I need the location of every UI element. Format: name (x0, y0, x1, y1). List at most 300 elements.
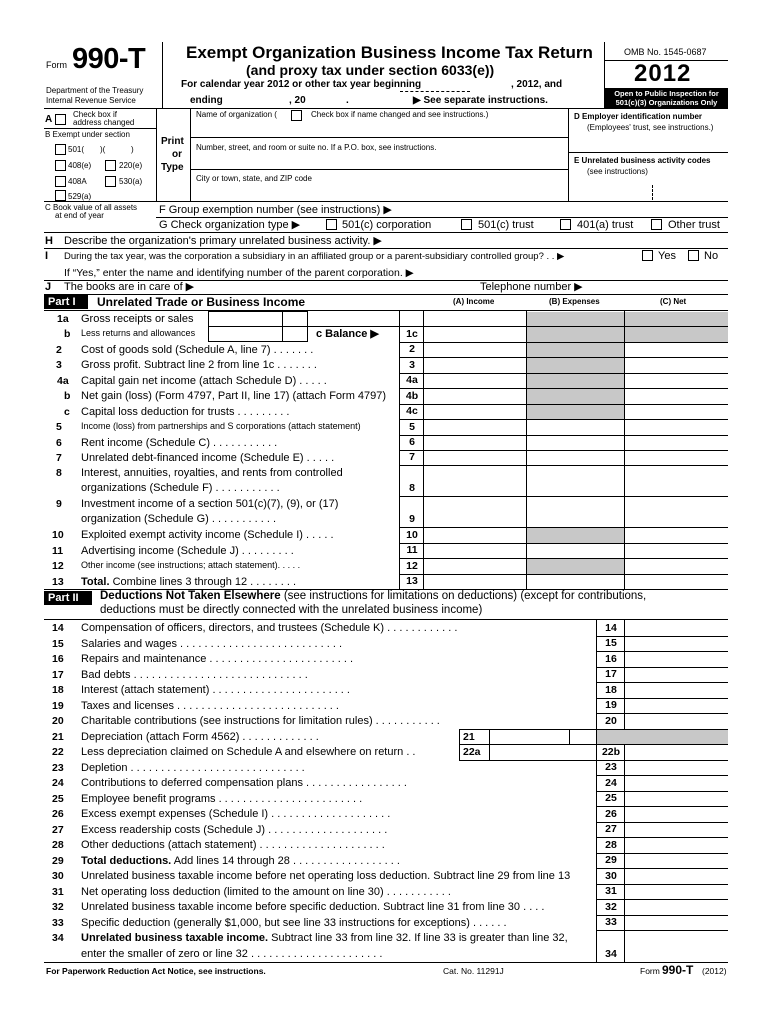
part2-amount[interactable] (625, 792, 727, 805)
col-income-header: (A) Income (453, 297, 495, 306)
j-letter: J (45, 281, 52, 293)
line-text: Rent income (Schedule C) . . . . . . . . . . . (81, 437, 278, 449)
line-description (81, 747, 416, 758)
line-box-label: 8 (409, 482, 415, 494)
part1-amount-c[interactable] (625, 389, 727, 403)
part2-amount[interactable] (625, 854, 727, 867)
line-text: Other deductions (attach statement) . . . . . . . . . . . . . . . . . . . . . (81, 839, 385, 851)
part1-amount-c[interactable] (625, 575, 727, 588)
part1-amount-c[interactable] (625, 420, 727, 434)
line-text: Combine lines 3 through 12 . . . . . . . . (109, 576, 296, 588)
line-number: 4a (57, 375, 69, 387)
line-box-label: 29 (605, 854, 617, 866)
type-label: Type (161, 162, 184, 173)
part1-amount-c[interactable] (625, 343, 727, 356)
subsidiary-no-checkbox[interactable] (688, 250, 699, 261)
subsidiary-yes-checkbox[interactable] (642, 250, 653, 261)
part2-amount[interactable] (625, 668, 727, 681)
401a-trust-checkbox[interactable] (560, 219, 571, 230)
part2-amount[interactable] (625, 916, 727, 929)
408e-checkbox[interactable] (55, 160, 66, 171)
part2-title-line2: deductions must be directly connected with the unrelated business income) (100, 604, 483, 616)
line-description (81, 360, 317, 371)
line-box-label: 18 (605, 684, 617, 696)
part1-amount-a[interactable] (424, 343, 525, 356)
part2-amount[interactable] (625, 761, 727, 774)
part1-amount-a[interactable] (424, 327, 525, 341)
part2-tag: Part II (48, 592, 79, 604)
part2-tag-bg (44, 591, 92, 605)
or-label: or (172, 149, 182, 160)
part2-amount[interactable] (625, 699, 727, 712)
line-number: 11 (52, 545, 64, 557)
line-number: 24 (52, 777, 64, 789)
c-book-value-label: C Book value of all assets (45, 203, 138, 212)
line-number: 33 (52, 917, 64, 929)
line-number: 17 (52, 669, 64, 681)
line-bold-text: Total. (81, 576, 110, 588)
line-description (81, 468, 343, 479)
part1-amount-a[interactable] (424, 405, 525, 418)
part1-amount-c[interactable] (625, 436, 727, 449)
i-letter: I (45, 250, 49, 262)
part1-amount-b[interactable] (527, 466, 623, 495)
line-text: Capital loss deduction for trusts . . . . . . . . . (81, 406, 290, 418)
line-box-label: 11 (406, 544, 418, 556)
col-net-header: (C) Net (660, 297, 687, 306)
footer-form-word: Form (640, 966, 660, 976)
ending-label: ending (190, 95, 223, 106)
part2-amount[interactable] (625, 807, 727, 821)
line-number: 3 (56, 359, 62, 371)
line-description (81, 639, 342, 650)
501-close: ) (131, 145, 134, 154)
balance-label: c Balance ▶ (316, 328, 379, 340)
books-care-label: The books are in care of ▶ (64, 281, 195, 293)
line-text: Unrelated business taxable income before net operating loss deduction. Subtract line 29 from line 13 (81, 870, 571, 882)
part1-amount-c[interactable] (625, 374, 727, 387)
part2-amount[interactable] (625, 823, 727, 836)
part1-amount-c[interactable] (625, 451, 727, 464)
line-box-label: 9 (409, 513, 415, 525)
line-text: Repairs and maintenance . . . . . . . . . . . . . . . . . . . . . . . . (81, 653, 354, 665)
subsidiary-question: During the tax year, was the corporation a subsidiary in an affiliated group or a parent-subsidiary controlled group? . . ▶ (64, 251, 565, 262)
line-text: Depreciation (attach Form 4562) . . . . . . . . . . . . . (81, 731, 319, 743)
part1-amount-c[interactable] (625, 528, 727, 542)
part1-amount-a[interactable] (424, 575, 525, 588)
line-box-label: 26 (605, 808, 617, 820)
line-text: Unrelated business taxable income before specific deduction. Subtract line 31 from line 30 . . . . (81, 901, 545, 913)
line-description (81, 422, 361, 431)
line-number: 23 (52, 762, 64, 774)
line-box-label: 25 (605, 792, 617, 804)
line-text: Unrelated debt-financed income (Schedule E) . . . . . (81, 452, 335, 464)
line-number: 21 (52, 731, 64, 743)
501c-trust-checkbox[interactable] (461, 219, 472, 230)
city-label: City or town, state, and ZIP code (196, 174, 312, 183)
line-box-label: 6 (409, 436, 415, 448)
parent-corp-label: If “Yes,” enter the name and identifying number of the parent corporation. ▶ (64, 267, 414, 279)
part1-amount-c[interactable] (625, 466, 727, 495)
footer-form-year: (2012) (702, 966, 727, 976)
line-box-label: 34 (605, 948, 617, 960)
part2-mid-amount[interactable] (490, 730, 595, 743)
other-trust-checkbox[interactable] (651, 219, 662, 230)
line-description (81, 453, 334, 464)
408e-label: 408(e) (68, 161, 92, 170)
line-box-label: 12 (406, 560, 418, 572)
line-box-label: 30 (605, 870, 617, 882)
part2-amount[interactable] (625, 621, 727, 635)
public-inspection-banner (605, 88, 728, 108)
220e-label: 220(e) (119, 161, 143, 170)
line-description (81, 887, 451, 898)
line-number: 12 (52, 560, 64, 572)
part1-amount-c[interactable] (625, 497, 727, 526)
other-trust-label: Other trust (668, 219, 720, 231)
line-number: 29 (52, 855, 64, 867)
b-exempt-label: B Exempt under section (45, 130, 130, 139)
line-description (81, 345, 313, 356)
part1-amount-a[interactable] (424, 389, 525, 403)
see-instructions: ▶ See separate instructions. (413, 95, 548, 106)
part2-title: Deductions Not Taken Elsewhere (100, 590, 281, 602)
part1-amount-a[interactable] (424, 559, 525, 573)
print-label: Print (161, 136, 184, 147)
line-text: Depletion . . . . . . . . . . . . . . . . . . . . . . . . . . . . . (81, 762, 305, 774)
line-number: 10 (52, 529, 64, 541)
line-box-label: 4a (406, 374, 418, 386)
part2-amount[interactable] (625, 714, 727, 728)
529a-checkbox[interactable] (55, 190, 66, 201)
line-box-label: 1c (406, 328, 418, 340)
part2-title-rest: (see instructions for limitations on deductions) (except for contributions, (280, 590, 647, 602)
501c-corporation-checkbox[interactable] (326, 219, 337, 230)
h-letter: H (45, 235, 53, 247)
part1-amount-a[interactable] (424, 358, 525, 372)
line-description (81, 561, 300, 570)
line-1a-amount-box[interactable] (208, 311, 308, 342)
line-number: 14 (52, 622, 64, 634)
529a-label: 529(a) (68, 192, 92, 201)
line-number: 34 (52, 932, 64, 944)
name-changed-checkbox[interactable] (291, 110, 302, 121)
line-number: 15 (52, 638, 64, 650)
line-number: 27 (52, 824, 64, 836)
line-text: Interest (attach statement) . . . . . . . . . . . . . . . . . . . . . . . (81, 684, 350, 696)
cat-number: Cat. No. 11291J (443, 966, 504, 976)
408a-checkbox[interactable] (55, 176, 66, 187)
part2-amount[interactable] (625, 683, 727, 697)
part1-amount-b[interactable] (527, 451, 623, 464)
line-number: 25 (52, 793, 64, 805)
501-checkbox[interactable] (55, 144, 66, 155)
telephone-label: Telephone number ▶ (480, 281, 583, 293)
line-number: 20 (52, 715, 64, 727)
line-text: Net operating loss deduction (limited to the amount on line 30) . . . . . . . . . . . (81, 886, 451, 898)
mid-box-label: 22a (463, 746, 481, 758)
part2-amount[interactable] (625, 745, 727, 759)
part2-amount[interactable] (625, 652, 727, 666)
part1-amount-a[interactable] (424, 497, 525, 526)
part1-title: Unrelated Trade or Business Income (97, 295, 306, 309)
line-text: Salaries and wages . . . . . . . . . . . . . . . . . . . . . . . . . . . (81, 638, 343, 650)
line-description (81, 794, 362, 805)
activity-codes-label: E Unrelated business activity codes (574, 156, 711, 165)
line-description (81, 546, 294, 557)
part1-amount-b[interactable] (527, 436, 623, 449)
calendar-line: For calendar year 2012 or other tax year beginning (181, 79, 422, 90)
line-box-label: 19 (605, 699, 617, 711)
mid-box-label: 21 (463, 731, 475, 743)
line-description (81, 685, 350, 696)
line-number: 16 (52, 653, 64, 665)
line-text: Specific deduction (generally $1,000, but see line 33 instructions for exceptions) . . . . . . (81, 917, 507, 929)
line-text-cont: organizations (Schedule F) . . . . . . . . . . . (81, 482, 280, 494)
part1-amount-c[interactable] (625, 544, 727, 557)
line-text: Less depreciation claimed on Schedule A and elsewhere on return . . (81, 746, 416, 758)
form-title: Exempt Organization Business Income Tax Return (186, 43, 593, 62)
line-description (81, 670, 308, 681)
part1-amount-b[interactable] (527, 575, 623, 588)
part2-title-line1 (100, 591, 646, 603)
line-number: 32 (52, 901, 64, 913)
part2-amount[interactable] (625, 838, 727, 852)
address-changed-checkbox[interactable] (55, 114, 66, 125)
part1-amount-c[interactable] (625, 358, 727, 372)
line-number: b (64, 390, 71, 402)
line-description (81, 856, 400, 867)
org-type-label: G Check organization type ▶ (159, 219, 301, 231)
line-text: Employee benefit programs . . . . . . . . . . . . . . . . . . . . . . . . (81, 793, 363, 805)
line-box-label: 14 (605, 622, 617, 634)
part1-amount-a[interactable] (424, 466, 525, 495)
530a-label: 530(a) (119, 177, 143, 186)
408a-label: 408A (68, 177, 87, 186)
activity-codes-sub: (see instructions) (587, 167, 648, 176)
part2-amount[interactable] (625, 900, 727, 914)
line-description (81, 825, 387, 836)
line-number: 2 (56, 344, 62, 356)
part1-tag: Part I (48, 296, 76, 308)
line-number: 26 (52, 808, 64, 820)
501-paren: )( (100, 145, 106, 154)
line-text: Add lines 14 through 28 . . . . . . . . . . . . . . . . . . (171, 855, 400, 867)
line-description (81, 654, 353, 665)
ein-sub: (Employees' trust, see instructions.) (587, 123, 714, 132)
line-box-label: 15 (605, 637, 617, 649)
line-text: Cost of goods sold (Schedule A, line 7) . . . . . . . (81, 344, 314, 356)
line-box-label: 3 (409, 359, 415, 371)
line-description (81, 778, 407, 789)
calendar-year: , 2012, and (511, 79, 563, 90)
form-number: 990-T (72, 43, 146, 75)
part1-amount-a[interactable] (424, 436, 525, 449)
part1-amount-a[interactable] (424, 451, 525, 464)
paperwork-notice: For Paperwork Reduction Act Notice, see instructions. (46, 966, 266, 976)
line-text-cont: enter the smaller of zero or line 32 . . . . . . . . . . . . . . . . . . . . . . (81, 948, 383, 960)
line-text: Income (loss) from partnerships and S corporations (attach statement) (81, 421, 361, 431)
part1-amount-b[interactable] (527, 420, 623, 434)
line-box-label: 28 (605, 839, 617, 851)
part1-amount-a[interactable] (424, 420, 525, 434)
line-text: Compensation of officers, directors, and trustees (Schedule K) . . . . . . . . . . . . (81, 622, 458, 634)
line-bold-text: Unrelated business taxable income. (81, 932, 269, 944)
part1-amount-a[interactable] (424, 374, 525, 387)
line-number: 13 (52, 576, 64, 588)
part2-amount[interactable] (625, 776, 727, 790)
line-description (81, 376, 327, 387)
line-number: 8 (56, 467, 62, 479)
line-number: 31 (52, 886, 64, 898)
line-description (81, 871, 570, 882)
part2-amount[interactable] (625, 931, 727, 961)
501c-trust-label: 501(c) trust (478, 219, 534, 231)
name-changed-label: Check box if name changed and see instructions.) (311, 110, 489, 119)
tax-year: 2012 (634, 60, 692, 87)
line-number: 22 (52, 746, 64, 758)
220e-checkbox[interactable] (105, 160, 116, 171)
street-label: Number, street, and room or suite no. If a P.O. box, see instructions. (196, 143, 437, 152)
line-text: Exploited exempt activity income (Schedule I) . . . . . (81, 529, 334, 541)
public-inspection-line2: 501(c)(3) Organizations Only (615, 98, 718, 107)
ending-20: , 20 (289, 95, 306, 106)
subsidiary-yes-label: Yes (658, 250, 676, 262)
part1-tag-bg (44, 295, 88, 309)
part1-amount-a[interactable] (424, 544, 525, 557)
line-text: Contributions to deferred compensation plans . . . . . . . . . . . . . . . . . (81, 777, 407, 789)
dept-treasury: Department of the Treasury (46, 86, 144, 95)
line-number: 28 (52, 839, 64, 851)
line-number: 7 (56, 452, 62, 464)
public-inspection-line1: Open to Public Inspection for (614, 89, 719, 98)
part1-amount-b[interactable] (527, 497, 623, 526)
form-word: Form (46, 60, 67, 70)
line-text: Excess readership costs (Schedule J) . . . . . . . . . . . . . . . . . . . . (81, 824, 388, 836)
line-number: 18 (52, 684, 64, 696)
line-description (81, 701, 339, 712)
line-text: Gross receipts or sales (81, 313, 194, 325)
form-subtitle: (and proxy tax under section 6033(e)) (246, 62, 495, 78)
line-box-label: 22b (601, 746, 621, 758)
line-box-label: 13 (406, 575, 418, 587)
line-text: Taxes and licenses . . . . . . . . . . . . . . . . . . . . . . . . . . . (81, 700, 339, 712)
line-description (81, 438, 277, 449)
line-number: 19 (52, 700, 64, 712)
primary-activity-label: Describe the organization's primary unrelated business activity. ▶ (64, 235, 382, 247)
line-box-label: 23 (605, 761, 617, 773)
line-number: 6 (56, 437, 62, 449)
part2-amount[interactable] (625, 637, 727, 650)
line-description (81, 577, 296, 588)
line-description (81, 530, 334, 541)
line-box-label: 5 (409, 421, 415, 433)
a-letter: A (45, 114, 53, 125)
line-box-label: 33 (605, 916, 617, 928)
501-label: 501( (68, 145, 85, 154)
line-description (81, 840, 385, 851)
line-description (81, 902, 544, 913)
530a-checkbox[interactable] (105, 176, 116, 187)
group-exemption-label: F Group exemption number (see instructions) ▶ (159, 204, 392, 216)
footer-form-number: 990-T (662, 963, 694, 977)
line-description (81, 918, 507, 929)
part2-mid-amount[interactable] (490, 745, 595, 759)
line-box-label: 17 (605, 668, 617, 680)
line-description (81, 407, 289, 418)
line-box-label: 2 (409, 343, 415, 355)
part2-amount[interactable] (625, 869, 727, 883)
line-number: 5 (56, 421, 62, 433)
line-number: 1a (57, 313, 69, 325)
line-text: Investment income of a section 501(c)(7), (9), or (17) (81, 498, 339, 510)
irs-label: Internal Revenue Service (46, 96, 136, 105)
subsidiary-no-label: No (704, 250, 719, 262)
line-box-label: 10 (406, 529, 418, 541)
part2-amount[interactable] (625, 885, 727, 898)
line-bold-text: Total deductions. (81, 855, 172, 867)
line-number: 30 (52, 870, 64, 882)
line-text: Charitable contributions (see instructions for limitation rules) . . . . . . . . . . . (81, 715, 440, 727)
line-text: Subtract line 33 from line 32. If line 33 is greater than line 32, (268, 932, 568, 944)
line-description (81, 623, 457, 634)
line-box-label: 24 (605, 777, 617, 789)
line-description (81, 732, 319, 743)
line-text: Gross profit. Subtract line 2 from line 1c . . . . . . . (81, 359, 317, 371)
line-description (81, 391, 386, 402)
line-text: Excess exempt expenses (Schedule I) . . . . . . . . . . . . . . . . . . . . (81, 808, 391, 820)
401a-trust-label: 401(a) trust (577, 219, 634, 231)
line-box-label: 20 (605, 715, 617, 727)
line-box-label: 27 (605, 823, 617, 835)
line-box-label: 7 (409, 451, 415, 463)
line-text: Other income (see instructions; attach statement). . . . . (81, 560, 301, 570)
line-number: 9 (56, 498, 62, 510)
line-box-label: 4b (405, 390, 419, 402)
line-description (81, 809, 390, 820)
line-box-label: 4c (406, 405, 418, 417)
part1-amount-a[interactable] (424, 312, 525, 325)
line-text: Less returns and allowances (81, 328, 196, 338)
line-text-cont: organization (Schedule G) . . . . . . . . . . . (81, 513, 277, 525)
line-text: Net gain (loss) (Form 4797, Part II, line 17) (attach Form 4797) (81, 390, 387, 402)
line-box-label: 31 (605, 885, 617, 897)
501c-corporation-label: 501(c) corporation (342, 219, 432, 231)
part1-amount-b[interactable] (527, 544, 623, 557)
line-description (81, 716, 440, 727)
ending-dot: . (346, 95, 349, 106)
col-expenses-header: (B) Expenses (549, 297, 600, 306)
address-changed-label2: address changed (73, 118, 135, 127)
part1-amount-c[interactable] (625, 559, 727, 573)
address-changed-label: Check box if (73, 110, 118, 119)
line-box-label: 32 (605, 901, 617, 913)
line-description (81, 314, 193, 325)
ein-label: D Employer identification number (574, 112, 703, 121)
line-description (81, 933, 568, 944)
line-description (81, 329, 195, 338)
part1-amount-c[interactable] (625, 405, 727, 418)
line-box-label: 16 (605, 653, 617, 665)
org-name-label: Name of organization ( (196, 110, 277, 119)
part1-amount-a[interactable] (424, 528, 525, 542)
line-text: Bad debts . . . . . . . . . . . . . . . . . . . . . . . . . . . . . (81, 669, 308, 681)
line-description (81, 763, 305, 774)
omb-number: OMB No. 1545-0687 (624, 47, 707, 57)
line-text: Interest, annuities, royalties, and rents from controlled (81, 467, 343, 479)
c-book-value-label2: at end of year (55, 211, 104, 220)
line-number: c (64, 406, 70, 418)
